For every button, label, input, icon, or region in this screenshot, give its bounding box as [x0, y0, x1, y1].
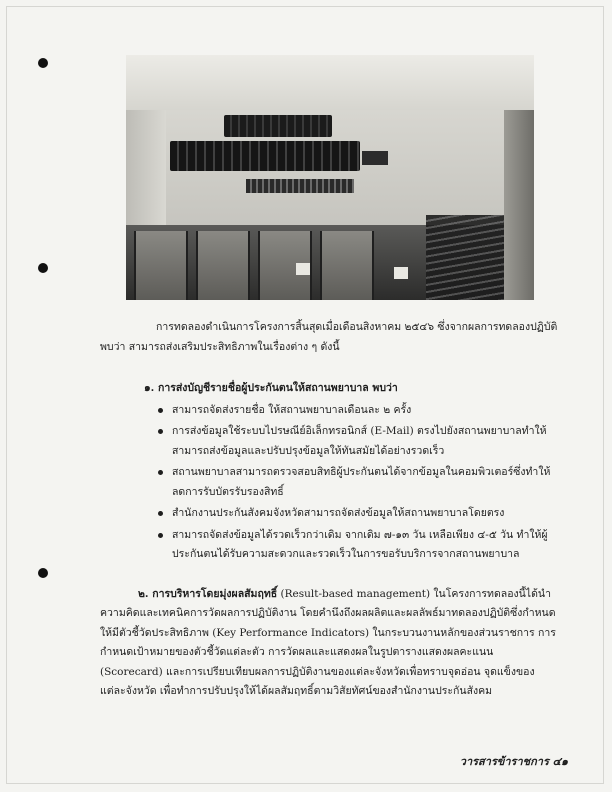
section-1-heading: ๑. การส่งบัญชีรายชื่อผู้ประกันตนให้สถานพยาบาล พบว่า: [144, 382, 398, 394]
office-sign-photo: [126, 55, 534, 300]
bullet-dot-icon: [158, 533, 163, 538]
punch-hole-bottom: [38, 568, 48, 578]
list-item: [158, 422, 558, 461]
section-2-paragraph: [100, 585, 558, 702]
photo-sign-lettering-top: [224, 115, 332, 137]
punch-hole-top: [38, 58, 48, 68]
section-2-heading: ๒. การบริหารโดยมุ่งผลสัมฤทธิ์: [138, 587, 278, 600]
list-item: [158, 504, 558, 524]
section-1-bullet-list: [100, 401, 558, 565]
bullet-dot-icon: [158, 470, 163, 475]
photo-wall-right: [504, 110, 534, 300]
bullet-dot-icon: [158, 429, 163, 434]
bullet-dot-icon: [158, 408, 163, 413]
photo-door-notice: [296, 263, 310, 275]
bullet-dot-icon: [158, 511, 163, 516]
list-item-text: การส่งข้อมูลใช้ระบบไปรษณีย์อิเล็กทรอนิกส์ (E-Mail) ตรงไปยังสถานพยาบาลทำให้สามารถส่งข้อมูลและปรับปรุงข้อมูลให้ทันสมัยได้อย่างรวดเร็ว: [172, 425, 547, 457]
punch-hole-middle: [38, 263, 48, 273]
photo-sign-lettering-sub: [246, 179, 354, 193]
photo-ceiling: [126, 55, 534, 110]
list-item-text: สามารถจัดส่งรายชื่อ ให้สถานพยาบาลเดือนละ ๒ ครั้ง: [172, 403, 412, 416]
list-item: [158, 526, 558, 565]
photo-glass-panel: [196, 231, 250, 300]
photo-door-notice: [394, 267, 408, 279]
section-2-body: (Result-based management) ในโครงการทดลองนี้ได้นำความคิดและเทคนิคการวัดผลการปฏิบัติงาน โดยคำนึงถึงผลผลิตและผลลัพธ์มาทดลองปฏิบัติซึ่งกำหนดให้มีตัวชี้วัดประสิทธิภาพ (Key Performance Indicators) ในกระบวนงานหลักของส่วนราชการ การกำหนดเป้าหมายของตัวชี้วัดแต่ละตัว การวัดผลและแสดงผลในรูปตารางแสดงผลคะแนน (Scorecard) และการเปรียบเทียบผลการปฏิบัติงานของแต่ละจังหวัดเพื่อทราบจุดอ่อน จุดแข็งของแต่ละจังหวัด เพื่อทำการปรับปรุงให้ได้ผลสัมฤทธิ์ตามวิสัยทัศน์ของสำนักงานประกันสังคม: [100, 587, 556, 697]
article-body: [100, 318, 558, 702]
list-item-text: สถานพยาบาลสามารถตรวจสอบสิทธิผู้ประกันตนได้จากข้อมูลในคอมพิวเตอร์ซึ่งทำให้ลดการรับบัตรรับรองสิทธิ์: [172, 466, 551, 498]
journal-footer: วารสารข้าราชการ ๔๑: [459, 755, 568, 768]
intro-paragraph: การทดลองดำเนินการโครงการสิ้นสุดเมื่อเดือนสิงหาคม ๒๕๔๖ ซึ่งจากผลการทดลองปฏิบัติ พบว่า สามารถส่งเสริมประสิทธิภาพในเรื่องต่าง ๆ ดังนี้: [100, 321, 558, 353]
list-item-text: สามารถจัดส่งข้อมูลได้รวดเร็วกว่าเดิม จากเดิม ๗-๑๓ วัน เหลือเพียง ๔-๕ วัน ทำให้ผู้ประกันตนได้รับความสะดวกและรวดเร็วในการขอรับบริการจากสถานพยาบาล: [172, 528, 548, 560]
photo-glass-panel: [134, 231, 188, 300]
photo-sign-lettering-end: [362, 151, 388, 165]
photo-shelf: [426, 215, 506, 300]
list-item-text: สำนักงานประกันสังคมจังหวัดสามารถจัดส่งข้อมูลให้สถานพยาบาลโดยตรง: [172, 507, 505, 519]
photo-glass-panel: [320, 231, 374, 300]
list-item: [158, 401, 558, 421]
photo-sign-lettering-main: [170, 141, 360, 171]
list-item: [158, 463, 558, 502]
